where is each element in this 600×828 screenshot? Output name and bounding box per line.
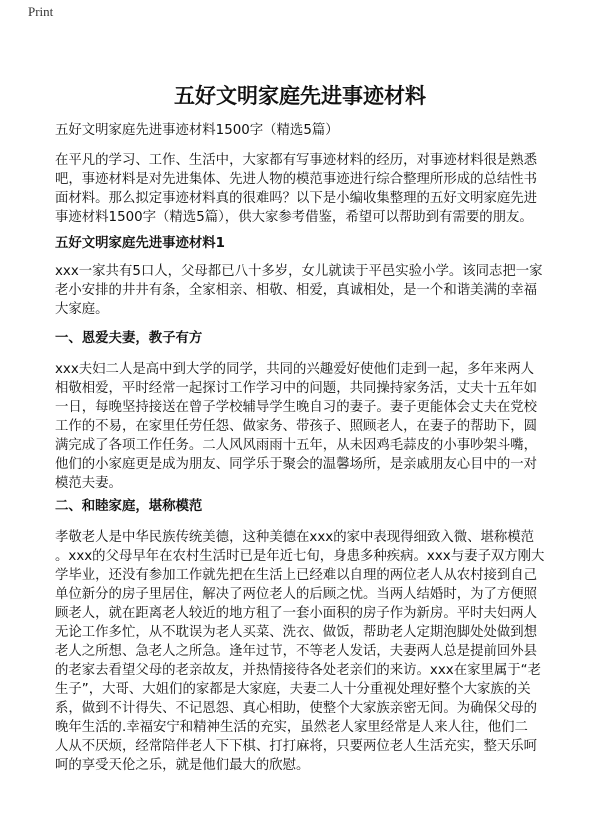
text-line: 的老家去看望父母的老亲故友，并热情接待各处老亲们的来访。xxx在家里属于“老 bbox=[55, 663, 541, 678]
text-line: 他们的小家庭更是成为朋友、同学乐于聚会的温馨场所，是亲戚朋友心目中的一对 bbox=[55, 457, 538, 472]
text-line: 系，做到不计得失、不记恩怨、真心相助，使整个大家族亲密无间。为确保父母的 bbox=[55, 701, 538, 716]
text-line: 满完成了各项工作任务。二人风风雨雨十五年，从未因鸡毛蒜皮的小事吵架斗嘴， bbox=[55, 438, 538, 453]
text-line: 孝敬老人是中华民族传统美德，这种美德在xxx的家中表现得细致入微、堪称模范 bbox=[55, 530, 535, 545]
document-title: 五好文明家庭先进事迹材料 bbox=[174, 84, 426, 108]
text-line: 。xxx的父母早年在农村生活时已是年近七旬，身患多种疾病。xxx与妻子双方刚大 bbox=[55, 549, 545, 564]
text-line: 吧，事迹材料是对先进集体、先进人物的模范事迹进行综合整理所形成的总结性书 bbox=[55, 172, 538, 187]
text-line: xxx夫妇二人是高中到大学的同学，共同的兴趣爱好使他们走到一起，多年来两人 bbox=[55, 362, 535, 377]
print-link[interactable]: Print bbox=[28, 4, 54, 19]
text-line: 晚年生活的.幸福安宁和精神生活的充实，虽然老人家里经常是人来人往，他们二 bbox=[55, 720, 528, 735]
text-line: xxx一家共有5口人，父母都已八十多岁，女儿就读于平邑实验小学。该同志把一家 bbox=[55, 264, 543, 279]
text-line: 模范夫妻。 bbox=[55, 476, 122, 491]
text-line: 呵的享受天伦之乐，就是他们最大的欣慰。 bbox=[55, 758, 310, 773]
paragraph-3 bbox=[55, 528, 555, 775]
text-line: 在平凡的学习、工作、生活中，大家都有写事迹材料的经历，对事迹材料很是熟悉 bbox=[55, 153, 538, 168]
text-line: 大家庭。 bbox=[55, 302, 109, 317]
text-line: 单位新分的房子里居住，解决了两位老人的后顾之忧。当两人结婚时，为了方便照 bbox=[55, 587, 538, 602]
text-line: 老人之所想、急老人之所急。逢年过节，不等老人发话，夫妻两人总是提前回外县 bbox=[55, 644, 538, 659]
intro-paragraph bbox=[55, 151, 555, 227]
text-line: 老小安排的井井有条，全家相亲、相敬、相爱，真诚相处，是一个和谐美满的幸福 bbox=[55, 283, 538, 298]
text-line: 面材料。那么拟定事迹材料真的很难吗？以下是小编收集整理的五好文明家庭先进 bbox=[55, 191, 538, 206]
text-line: 学毕业，还没有参加工作就先把在生活上已经难以自理的两位老人从农村接到自己 bbox=[55, 568, 538, 583]
text-line: 生子”，大哥、大姐们的家都是大家庭，夫妻二人十分重视处理好整个大家族的关 bbox=[55, 682, 531, 697]
text-line: 顾老人，就在距离老人较近的地方租了一套小面积的房子作为新房。平时夫妇两人 bbox=[55, 606, 538, 621]
paragraph-2 bbox=[55, 360, 555, 493]
section-heading: 五好文明家庭先进事迹材料1 bbox=[55, 236, 226, 251]
paragraph-1 bbox=[55, 262, 555, 319]
subheading-b: 二、和睦家庭，堪称模范 bbox=[55, 499, 203, 514]
text-line: 无论工作多忙，从不耽误为老人买菜、洗衣、做饭，帮助老人定期泡脚处处做到想 bbox=[55, 625, 538, 640]
text-line: 工作的不易，在家里任劳任怨、做家务、带孩子、照顾老人，在妻子的帮助下，圆 bbox=[55, 419, 538, 434]
text-line: 一日，每晚坚持接送在曾子学校辅导学生晚自习的妻子。妻子更能体会丈夫在党校 bbox=[55, 400, 538, 415]
text-line: 事迹材料1500字（精选5篇），供大家参考借鉴，希望可以帮助到有需要的朋友。 bbox=[55, 210, 533, 225]
text-line: 相敬相爱，平时经常一起探讨工作学习中的问题，共同操持家务活，丈夫十五年如 bbox=[55, 381, 538, 396]
text-line: 人从不厌烦，经常陪伴老人下下棋、打打麻将，只要两位老人生活充实，整天乐呵 bbox=[55, 739, 538, 754]
subtitle: 五好文明家庭先进事迹材料1500字（精选5篇） bbox=[55, 123, 339, 138]
subheading-a: 一、恩爱夫妻，教子有方 bbox=[55, 331, 203, 346]
